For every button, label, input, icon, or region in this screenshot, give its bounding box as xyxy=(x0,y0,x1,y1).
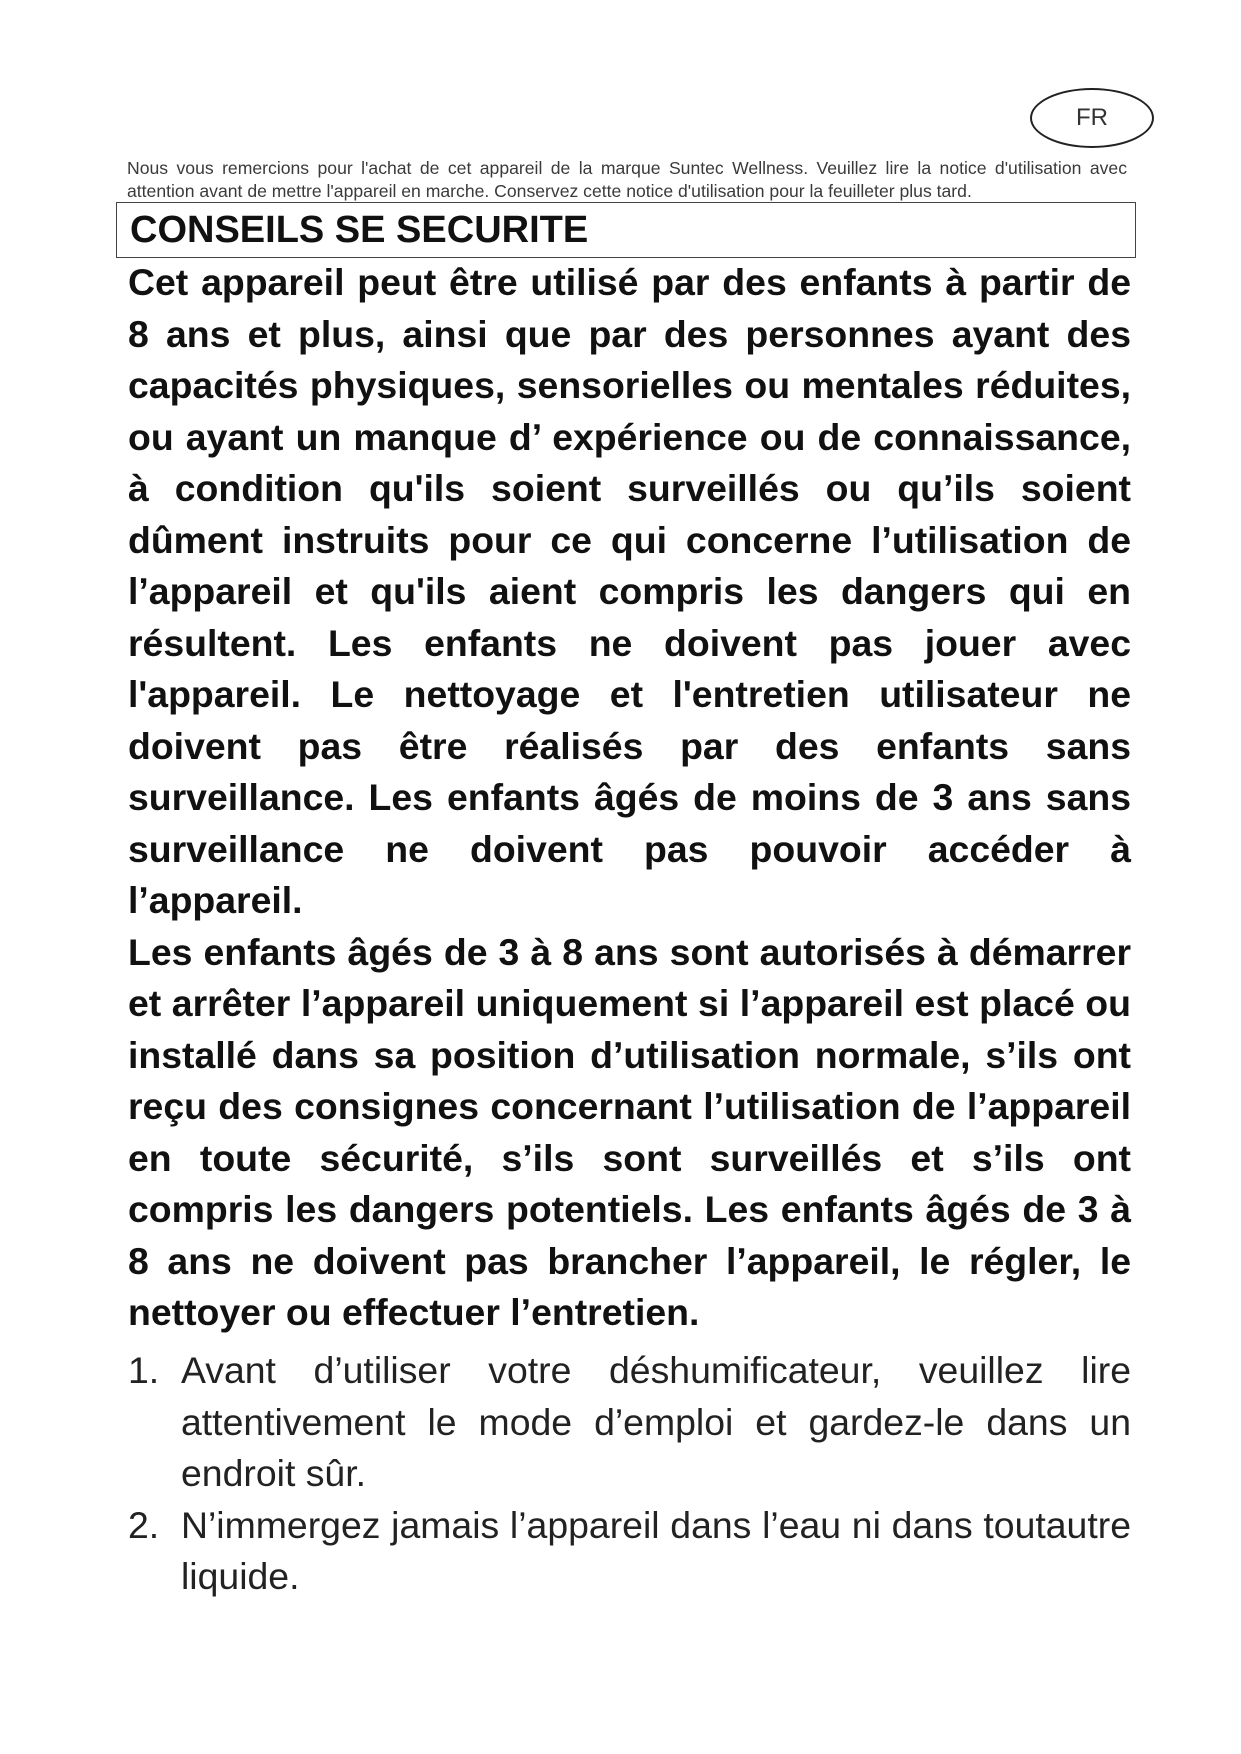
instruction-item xyxy=(128,1345,1131,1500)
instruction-list xyxy=(128,1345,1131,1603)
intro-text: Nous vous remercions pour l'achat de cet appareil de la marque Suntec Wellness. Veuillez lire la notice d'utilisation avec attention avant de mettre l'appareil en marche. Conservez cette notice d'utilisation pour la feuilleter plus tard. xyxy=(127,158,1127,201)
instruction-text: Avant d’utiliser votre déshumificateur, veuillez lire attentivement le mode d’emploi et gardez-le dans un endroit sûr. xyxy=(181,1349,1131,1494)
instruction-item xyxy=(128,1500,1131,1603)
section-title: CONSEILS SE SECURITE xyxy=(130,209,589,251)
instruction-number: 2. xyxy=(128,1503,160,1546)
warning-paragraph-1: Cet appareil peut être utilisé par des enfants à partir de 8 ans et plus, ainsi que par des personnes ayant des capacités physiques, sensorielles ou mentales réduites, ou ayant un manque d’ expérience ou de connaissance, à condition qu'ils soient surveillés ou qu’ils soient dûment instruits pour ce qui concerne l’utilisation de l’appareil et qu'ils aient compris les dangers qui en résultent. Les enfants ne doivent pas jouer avec l'appareil. Le nettoyage et l'entretien utilisateur ne doivent pas être réalisés par des enfants sans surveillance. Les enfants âgés de moins de 3 ans sans surveillance ne doivent pas pouvoir accéder à l’appareil. xyxy=(128,261,1131,921)
section-title-box xyxy=(116,202,1136,258)
warning-paragraph-2: Les enfants âgés de 3 à 8 ans sont autorisés à démarrer et arrêter l’appareil uniquement si l’appareil est placé ou installé dans sa position d’utilisation normale, s’ils ont reçu des consignes concernant l’utilisation de l’appareil en toute sécurité, s’ils sont surveillés et s’ils ont compris les dangers potentiels. Les enfants âgés de 3 à 8 ans ne doivent pas brancher l’appareil, le régler, le nettoyer ou effectuer l’entretien. xyxy=(128,930,1131,1333)
instruction-number: 1. xyxy=(128,1349,160,1391)
instruction-text: N’immergez jamais l’appareil dans l’eau ni dans toutautre liquide. xyxy=(181,1503,1131,1597)
language-badge: FR xyxy=(1030,88,1154,148)
safety-warning xyxy=(128,257,1131,1339)
